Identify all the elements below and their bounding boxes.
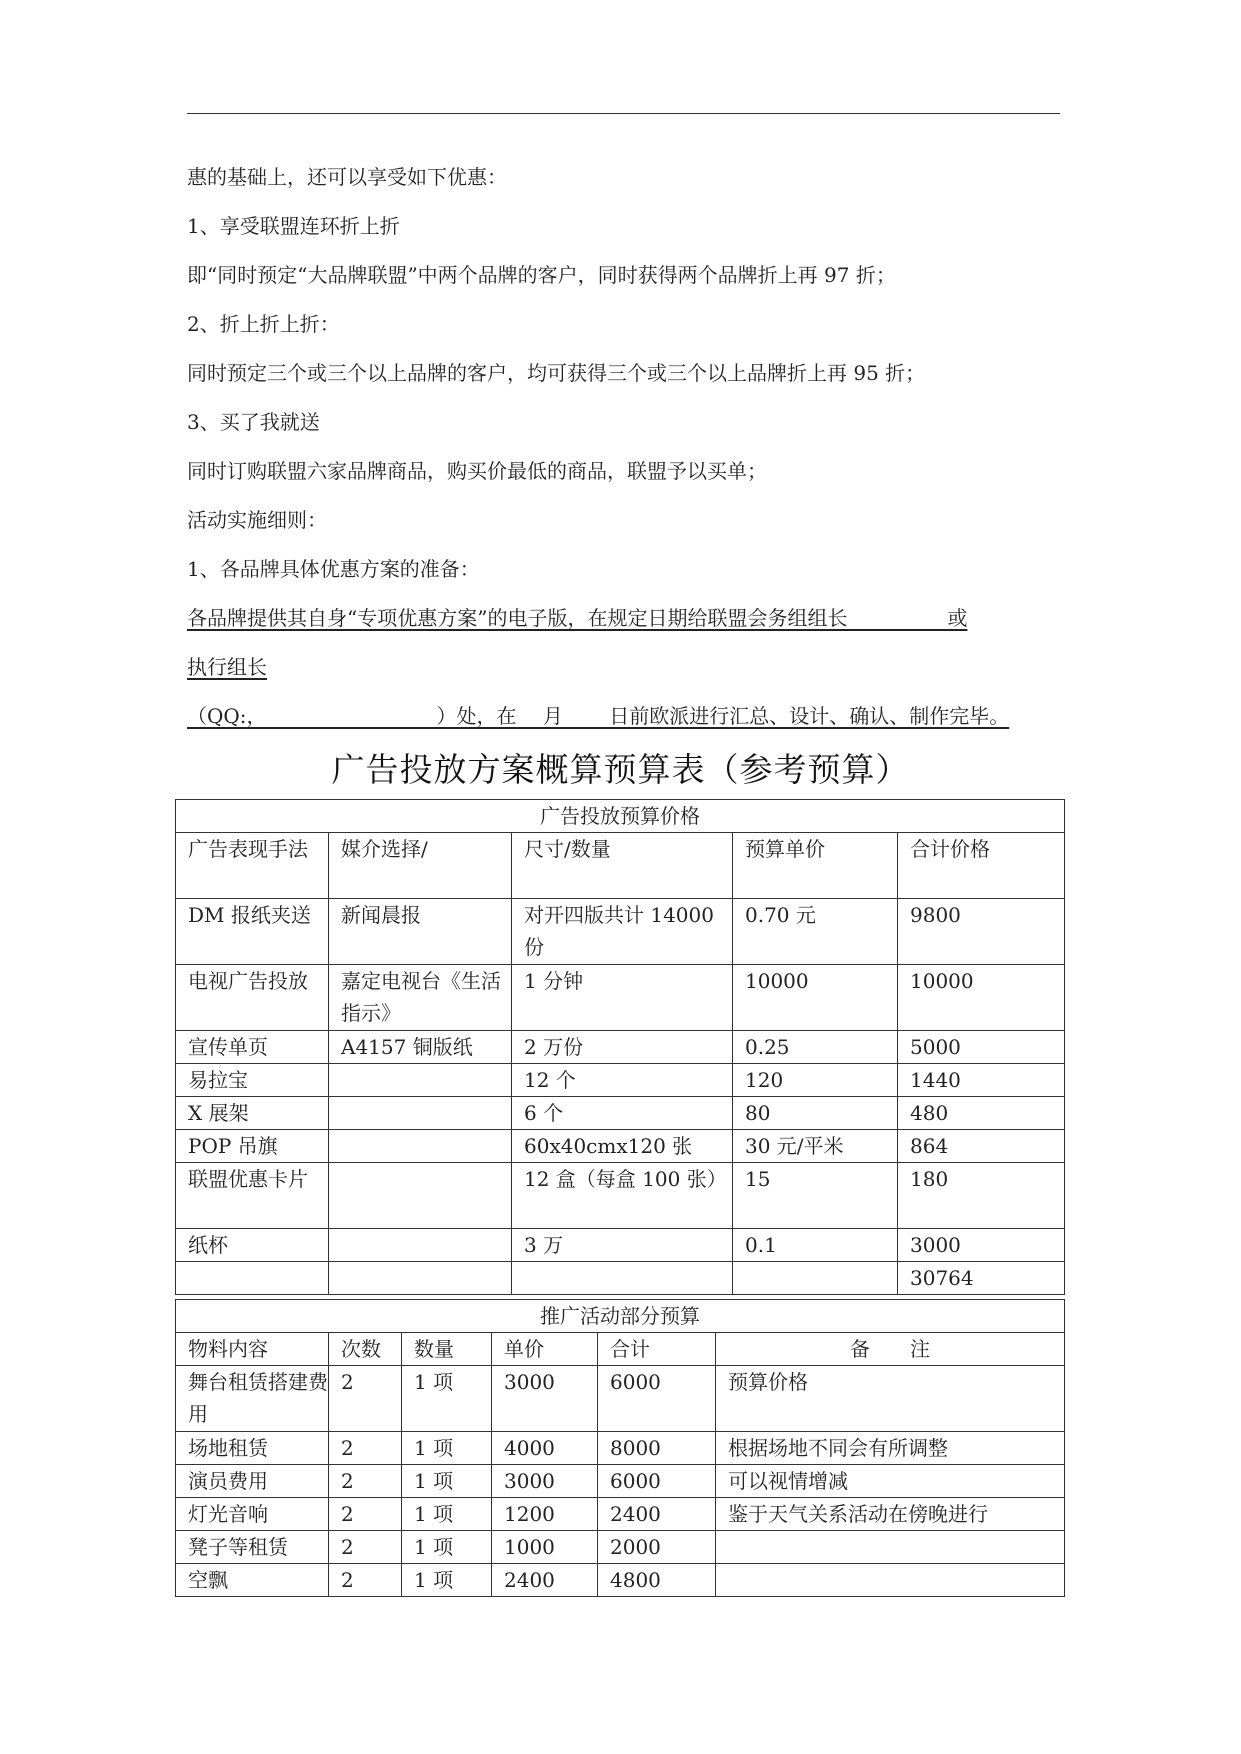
paragraph: 活动实施细则： (187, 508, 327, 532)
table-header-row (176, 1333, 1065, 1366)
table-cell (329, 1097, 512, 1130)
table-cell: 1 项 (402, 1432, 492, 1465)
table-row (176, 1300, 1065, 1333)
table-cell: 空飘 (176, 1564, 329, 1597)
table-cell: 10000 (898, 965, 1065, 1031)
table-cell: 1 项 (402, 1564, 492, 1597)
table-row (176, 1465, 1065, 1498)
table-row (176, 1432, 1065, 1465)
table-cell: 嘉定电视台《生活指示》 (329, 965, 512, 1031)
paragraph: 2、折上折上折： (187, 312, 340, 336)
table-cell: 1 项 (402, 1366, 492, 1432)
table-cell: 灯光音响 (176, 1498, 329, 1531)
table-cell: 1 项 (402, 1531, 492, 1564)
table-cell: 6000 (598, 1465, 716, 1498)
table-cell: 根据场地不同会有所调整 (716, 1432, 1065, 1465)
table-header-row (176, 833, 1065, 899)
table-cell: 0.25 (733, 1031, 898, 1064)
column-header: 数量 (402, 1333, 492, 1366)
column-header: 尺寸/数量 (512, 833, 733, 899)
table-row (176, 1064, 1065, 1097)
table-cell: 4000 (492, 1432, 598, 1465)
table-cell: 3000 (492, 1465, 598, 1498)
table-row (176, 899, 1065, 965)
table-cell (329, 1064, 512, 1097)
table-cell: A4157 铜版纸 (329, 1031, 512, 1064)
table-cell: 6000 (598, 1366, 716, 1432)
table-cell: 预算价格 (716, 1366, 1065, 1432)
table-cell: 1440 (898, 1064, 1065, 1097)
table-cell: 1000 (492, 1531, 598, 1564)
paragraph: 同时预定三个或三个以上品牌的客户，均可获得三个或三个以上品牌折上再 95 折； (187, 361, 926, 385)
column-header: 备 注 (716, 1333, 1065, 1366)
table-cell: 场地租赁 (176, 1432, 329, 1465)
table-cell: 新闻晨报 (329, 899, 512, 965)
table-cell: 60x40cmx120 张 (512, 1130, 733, 1163)
table-cell: 2400 (598, 1498, 716, 1531)
table-cell: 凳子等租赁 (176, 1531, 329, 1564)
table-cell: 易拉宝 (176, 1064, 329, 1097)
table-cell: 2400 (492, 1564, 598, 1597)
table-cell: 2 (329, 1498, 402, 1531)
table-cell: 10000 (733, 965, 898, 1031)
table-cell: POP 吊旗 (176, 1130, 329, 1163)
table-cell: 2 (329, 1564, 402, 1597)
table-cell (512, 1262, 733, 1295)
table-cell: 30 元/平米 (733, 1130, 898, 1163)
table-cell: 0.70 元 (733, 899, 898, 965)
table-cell: 5000 (898, 1031, 1065, 1064)
promo-budget-table (175, 1299, 1065, 1597)
table-cell: 纸杯 (176, 1229, 329, 1262)
table-cell: 2 (329, 1465, 402, 1498)
table-cell: 6 个 (512, 1097, 733, 1130)
paragraph: 1、享受联盟连环折上折 (187, 214, 400, 238)
table-cell: 4800 (598, 1564, 716, 1597)
table-row (176, 1097, 1065, 1130)
table-row (176, 1366, 1065, 1432)
table-cell (716, 1564, 1065, 1597)
table-cell: 120 (733, 1064, 898, 1097)
column-header: 媒介选择/ (329, 833, 512, 899)
paragraph: 即“同时预定“大品牌联盟”中两个品牌的客户，同时获得两个品牌折上再 97 折； (187, 263, 896, 287)
grand-total-cell: 30764 (898, 1262, 1065, 1295)
paragraph: 1、各品牌具体优惠方案的准备： (187, 557, 480, 581)
total-row (176, 1262, 1065, 1295)
column-header: 广告表现手法 (176, 833, 329, 899)
column-header: 预算单价 (733, 833, 898, 899)
table-cell: 864 (898, 1130, 1065, 1163)
table-cell: 鉴于天气关系活动在傍晚进行 (716, 1498, 1065, 1531)
table-cell (329, 1163, 512, 1229)
table-cell: 舞台租赁搭建费用 (176, 1366, 329, 1432)
column-header: 合计价格 (898, 833, 1065, 899)
table-cell (176, 1262, 329, 1295)
table-cell: 2 (329, 1366, 402, 1432)
table-cell: 2000 (598, 1531, 716, 1564)
paragraph: 3、买了我就送 (187, 410, 320, 434)
table-cell: 演员费用 (176, 1465, 329, 1498)
table-cell: 宣传单页 (176, 1031, 329, 1064)
section-title: 推广活动部分预算 (176, 1300, 1065, 1333)
table-cell (329, 1130, 512, 1163)
table-row (176, 1564, 1065, 1597)
underlined-paragraph: 各品牌提供其自身“专项优惠方案”的电子版，在规定日期给联盟会务组组长 或 (187, 606, 968, 630)
table-cell (716, 1531, 1065, 1564)
underlined-paragraph: （QQ:， ）处，在 月 日前欧派进行汇总、设计、确认、制作完毕。 (187, 704, 1010, 728)
table-cell: 2 万份 (512, 1031, 733, 1064)
table-row (176, 1031, 1065, 1064)
column-header: 物料内容 (176, 1333, 329, 1366)
table-cell: 1 项 (402, 1498, 492, 1531)
table-cell: 12 盒（每盒 100 张） (512, 1163, 733, 1229)
table-cell (329, 1229, 512, 1262)
paragraph: 同时订购联盟六家品牌商品，购买价最低的商品，联盟予以买单； (187, 459, 767, 483)
table-cell: 1 项 (402, 1465, 492, 1498)
table-row (176, 965, 1065, 1031)
table-cell: 0.1 (733, 1229, 898, 1262)
table-cell: 3000 (492, 1366, 598, 1432)
table-cell: 80 (733, 1097, 898, 1130)
table-cell: 对开四版共计 14000 份 (512, 899, 733, 965)
paragraph: 惠的基础上，还可以享受如下优惠： (187, 165, 507, 189)
table-cell: 15 (733, 1163, 898, 1229)
table-cell: 3 万 (512, 1229, 733, 1262)
table-cell: DM 报纸夹送 (176, 899, 329, 965)
underlined-paragraph: 执行组长 (187, 655, 267, 679)
table-cell: 联盟优惠卡片 (176, 1163, 329, 1229)
table-row (176, 1531, 1065, 1564)
table-cell: X 展架 (176, 1097, 329, 1130)
table-cell: 480 (898, 1097, 1065, 1130)
ad-budget-table (175, 799, 1065, 1295)
section-title: 广告投放预算价格 (176, 800, 1065, 833)
table-row (176, 1498, 1065, 1531)
table-row (176, 1229, 1065, 1262)
column-header: 合计 (598, 1333, 716, 1366)
table-cell: 电视广告投放 (176, 965, 329, 1031)
table-cell: 8000 (598, 1432, 716, 1465)
table-cell: 可以视情增减 (716, 1465, 1065, 1498)
table-cell: 2 (329, 1531, 402, 1564)
table-cell (329, 1262, 512, 1295)
column-header: 次数 (329, 1333, 402, 1366)
table-cell (733, 1262, 898, 1295)
column-header: 单价 (492, 1333, 598, 1366)
table-row (176, 1163, 1065, 1229)
table-row (176, 800, 1065, 833)
table-cell: 12 个 (512, 1064, 733, 1097)
table-cell: 9800 (898, 899, 1065, 965)
table-cell: 1 分钟 (512, 965, 733, 1031)
table-cell: 1200 (492, 1498, 598, 1531)
header-rule (187, 113, 1060, 114)
table-cell: 2 (329, 1432, 402, 1465)
table-cell: 180 (898, 1163, 1065, 1229)
table-title: 广告投放方案概算预算表（参考预算） (331, 750, 910, 789)
table-row (176, 1130, 1065, 1163)
table-cell: 3000 (898, 1229, 1065, 1262)
